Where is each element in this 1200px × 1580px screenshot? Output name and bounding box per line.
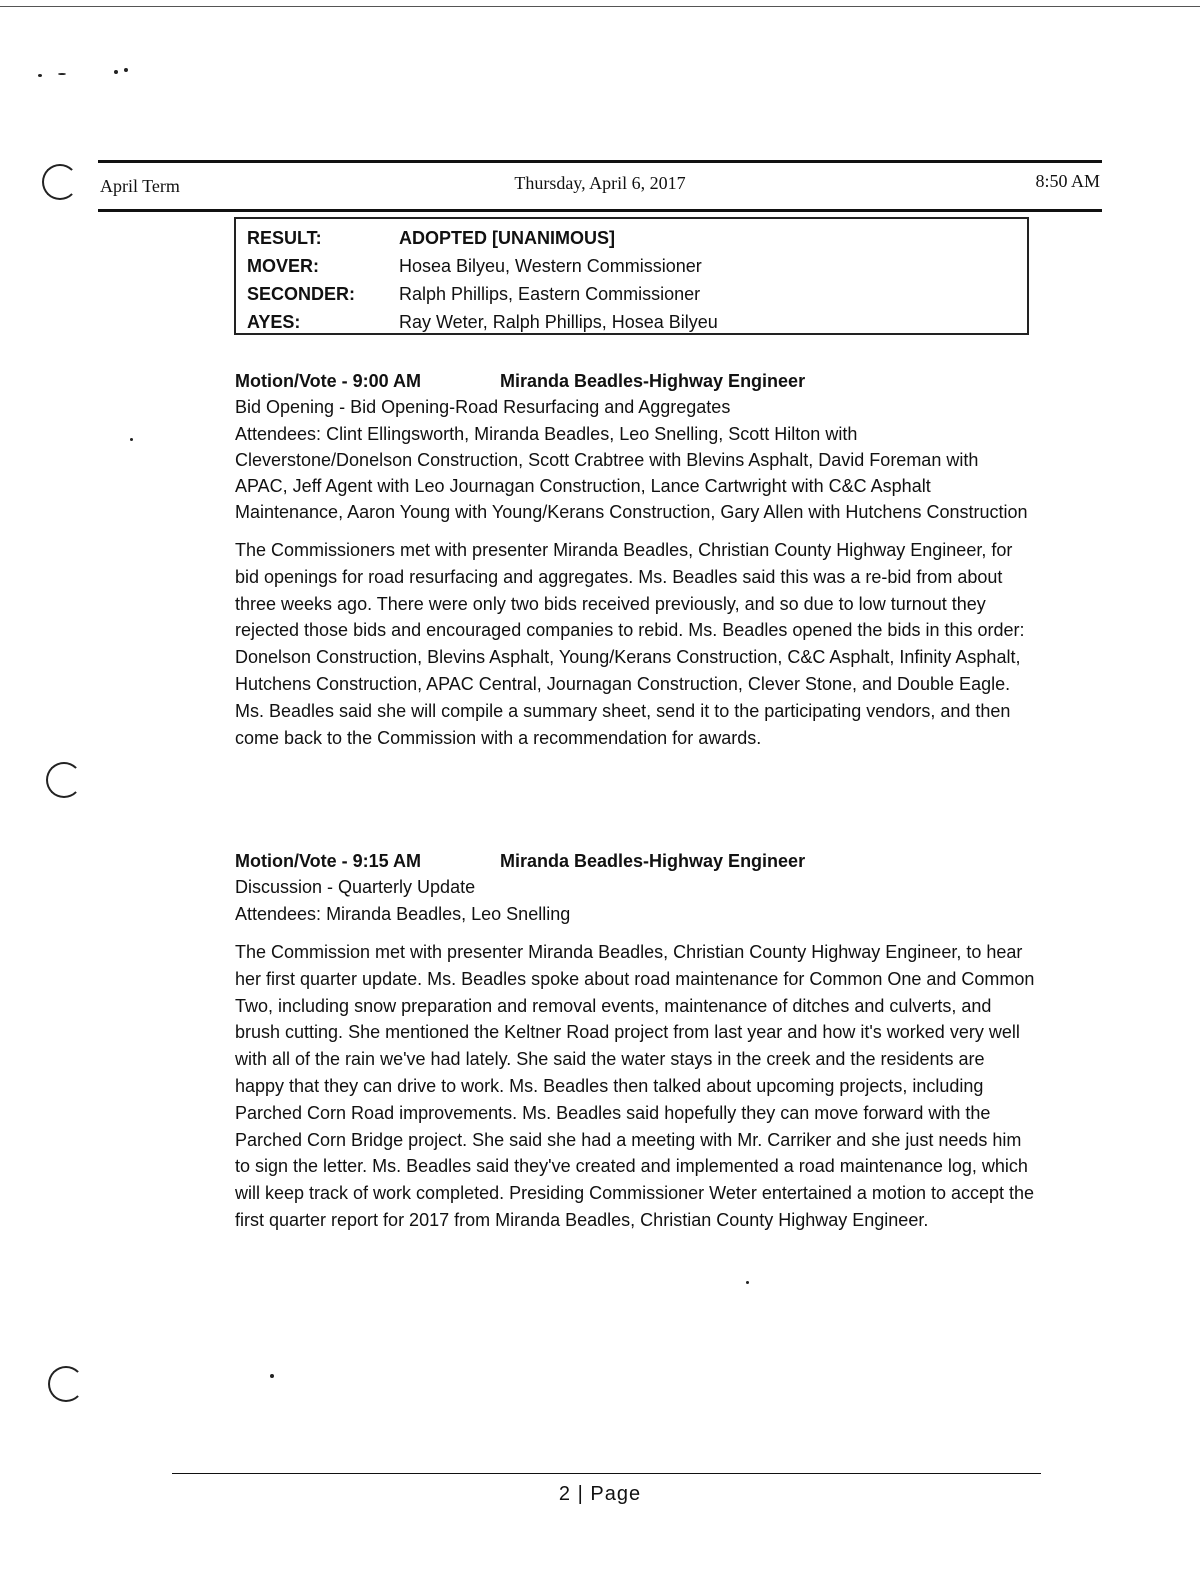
vote-value: Hosea Bilyeu, Western Commissioner — [399, 256, 702, 276]
footer-divider — [172, 1473, 1041, 1474]
section-topic: Discussion - Quarterly Update — [235, 877, 476, 897]
section-motion-time: Motion/Vote - 9:00 AM — [235, 371, 421, 391]
vote-label: AYES: — [247, 312, 301, 332]
scan-speck — [124, 68, 128, 72]
vote-label: MOVER: — [247, 256, 319, 276]
section-attendees: Attendees: Miranda Beadles, Leo Snelling — [235, 904, 571, 924]
vote-value: Ralph Phillips, Eastern Commissioner — [399, 284, 701, 304]
section-attendees: Attendees: Clint Ellingsworth, Miranda Beadles, Leo Snelling, Scott Hilton with Cleverstone/Donelson Construction, Scott Crabtree with Blevins Asphalt, David Foreman with APAC, Jeff Agent with Leo Journagan Construction, Lance Cartwright with C&C Asphalt Maintenance, Aaron Young with Young/Kerans Construction, Gary Allen with Hutchens Construction — [235, 424, 1028, 522]
term-label: April Term — [100, 176, 180, 196]
scan-speck — [130, 438, 133, 441]
vote-label: RESULT: — [247, 228, 322, 248]
scan-speck — [114, 70, 118, 74]
scan-speck — [58, 73, 66, 75]
section-heading — [235, 848, 1035, 874]
scan-edge-line — [0, 6, 1200, 7]
vote-result-table — [234, 217, 1029, 335]
binder-hole-icon — [46, 762, 82, 798]
page-header — [98, 160, 1102, 212]
section-presenter: Miranda Beadles-Highway Engineer — [500, 851, 806, 871]
section-body: The Commission met with presenter Miranda Beadles, Christian County Highway Engineer, to hear her first quarter update. Ms. Beadles spoke about road maintenance for Common One and Common Two, including snow preparation and removal events, maintenance of ditches and culverts, and brush cutting. She mentioned the Keltner Road project from last year and how it's worked very well with all of the rain we've had lately. She said the water stays in the creek and the residents are happy that they can drive to work. Ms. Beadles then talked about upcoming projects, including Parched Corn Road improvements. Ms. Beadles said hopefully they can move forward with the Parched Corn Bridge project. She said she had a meeting with Mr. Carriker and she just needs him to sign the letter. Ms. Beadles said they've created and implemented a road maintenance log, which will keep track of work completed. Presiding Commissioner Weter entertained a motion to accept the first quarter report for 2017 from Miranda Beadles, Christian County Highway Engineer. — [235, 942, 1035, 1230]
vote-value: ADOPTED [UNANIMOUS] — [399, 228, 615, 248]
page-number: 2 | Page — [558, 1483, 642, 1505]
section-topic: Bid Opening - Bid Opening-Road Resurfacing and Aggregates — [235, 397, 731, 417]
binder-hole-icon — [48, 1366, 84, 1402]
section-heading — [235, 368, 1035, 394]
agenda-section — [235, 848, 1035, 1234]
scan-speck — [270, 1374, 274, 1378]
scan-speck — [746, 1281, 749, 1284]
vote-value: Ray Weter, Ralph Phillips, Hosea Bilyeu — [399, 312, 718, 332]
binder-hole-icon — [42, 164, 78, 200]
section-body: The Commissioners met with presenter Miranda Beadles, Christian County Highway Engineer, for bid openings for road resurfacing and aggregates. Ms. Beadles said this was a re-bid from about three weeks ago. There were only two bids received previously, and so due to low turnout they rejected those bids and encouraged companies to rebid. Ms. Beadles opened the bids in this order: Donelson Construction, Blevins Asphalt, Young/Kerans Construction, C&C Asphalt, Infinity Asphalt, Hutchens Construction, APAC Central, Journagan Construction, Clever Stone, and Double Eagle. Ms. Beadles said she will compile a summary sheet, send it to the participating vendors, and then come back to the Commission with a recommendation for awards. — [235, 540, 1025, 748]
meeting-time: 8:50 AM — [1035, 171, 1100, 191]
scan-speck — [38, 74, 42, 77]
agenda-section — [235, 368, 1035, 751]
meeting-date: Thursday, April 6, 2017 — [514, 173, 686, 193]
section-presenter: Miranda Beadles-Highway Engineer — [500, 371, 806, 391]
vote-label: SECONDER: — [247, 284, 356, 304]
section-motion-time: Motion/Vote - 9:15 AM — [235, 851, 421, 871]
